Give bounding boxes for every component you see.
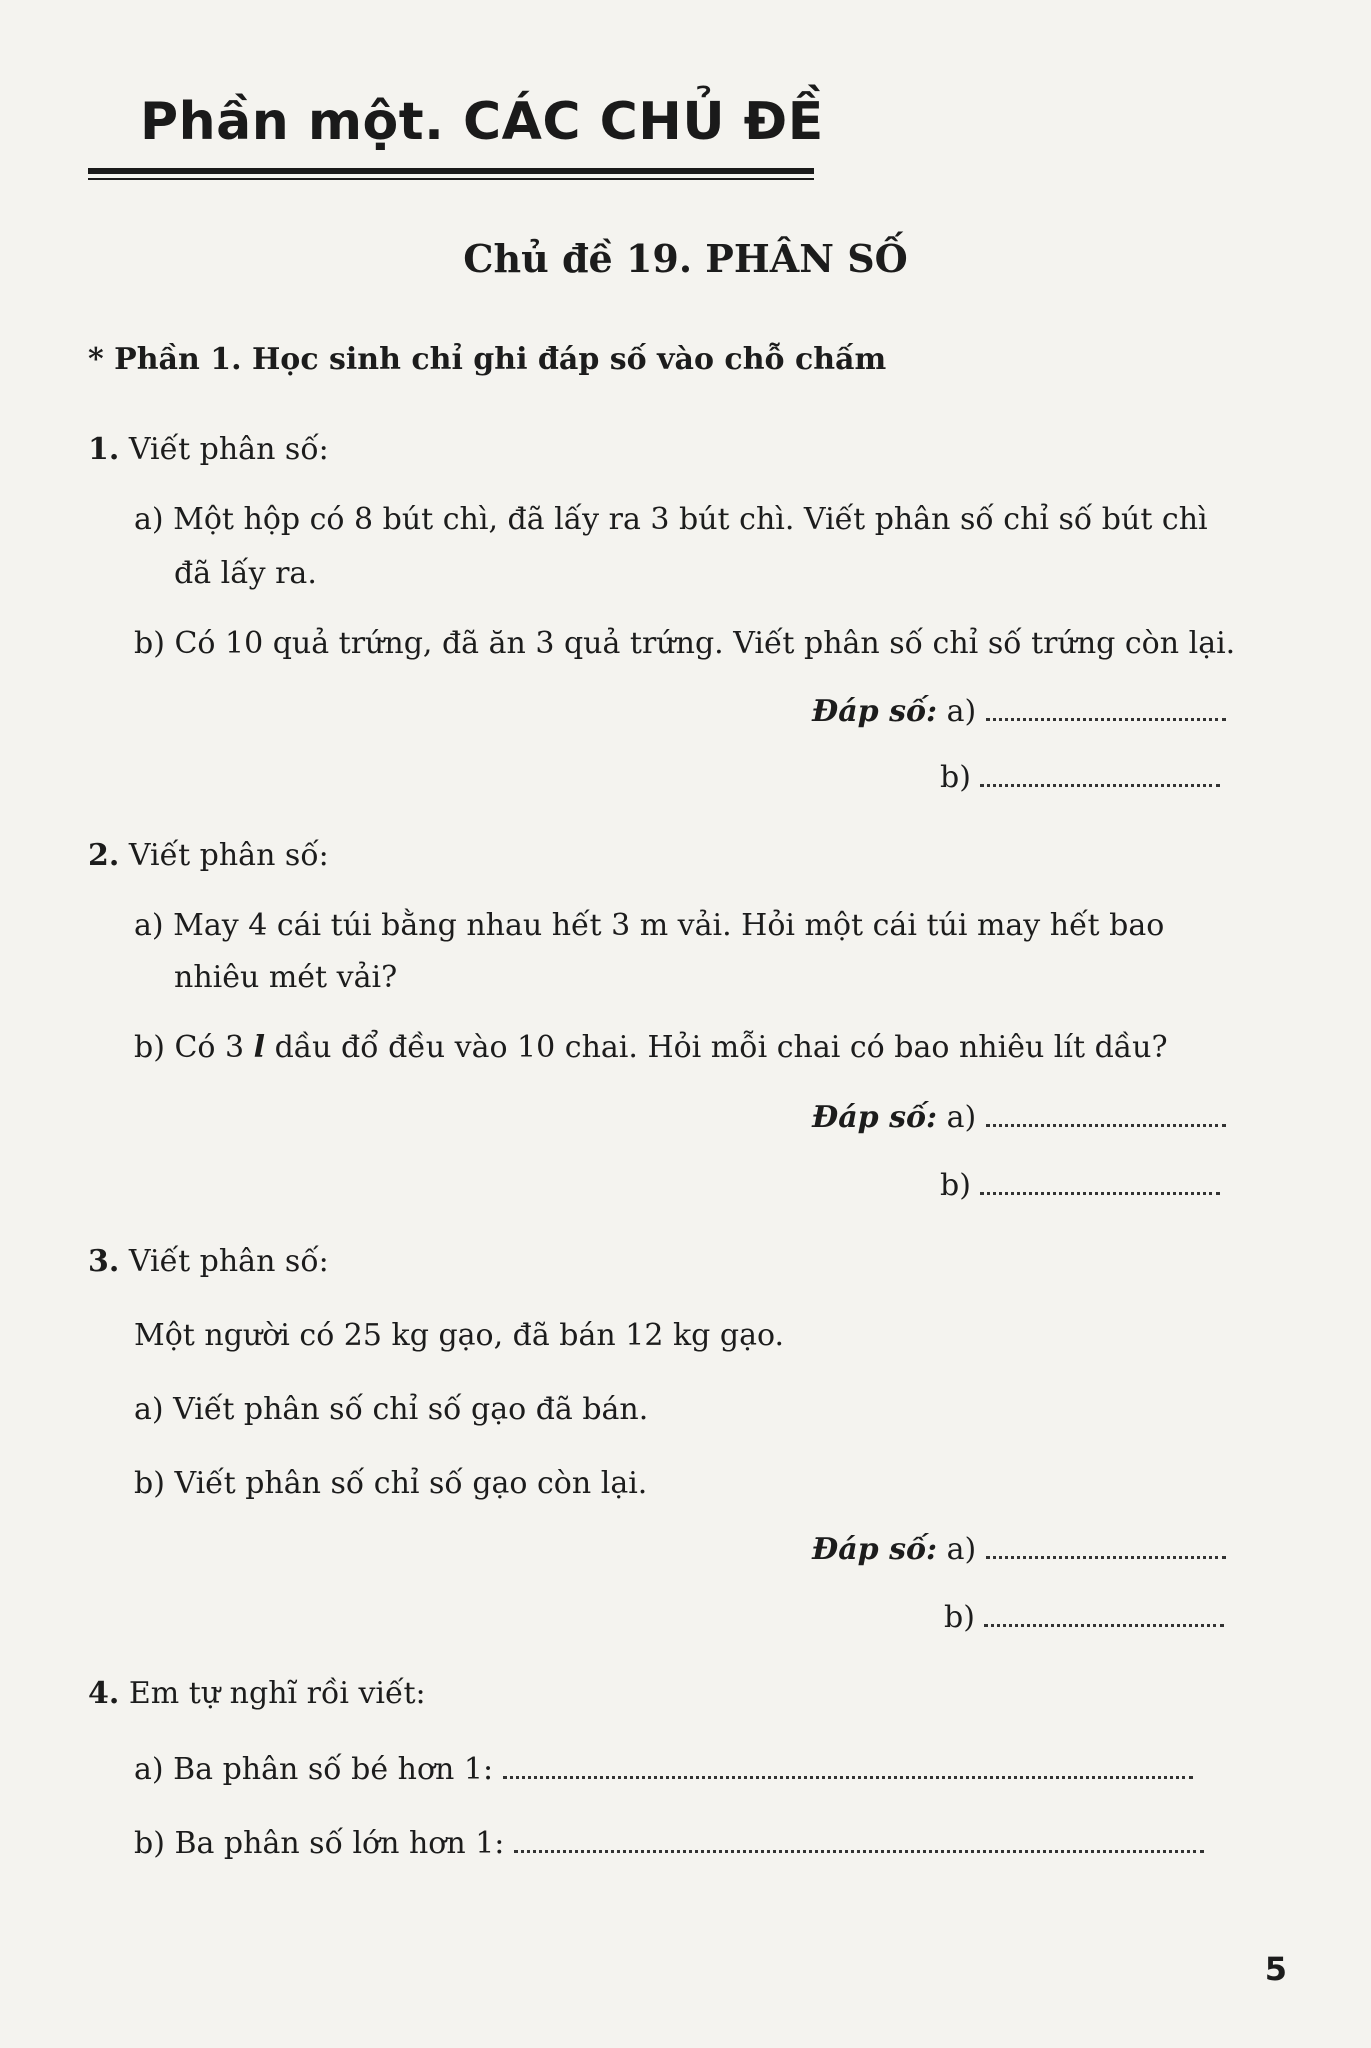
question-title: Viết phân số: bbox=[128, 432, 329, 467]
unit-liter: l bbox=[253, 1030, 266, 1065]
prompt-text: b) Ba phân số lớn hơn 1: bbox=[134, 1826, 505, 1861]
answer-blank[interactable] bbox=[986, 1102, 1226, 1127]
question-1-title bbox=[88, 432, 329, 467]
answer-blank[interactable] bbox=[986, 1534, 1226, 1559]
question-4-part-a bbox=[134, 1752, 1193, 1787]
question-3-intro: Một người có 25 kg gạo, đã bán 12 kg gạo. bbox=[134, 1318, 785, 1353]
answer-blank[interactable] bbox=[984, 1602, 1224, 1627]
question-4-title bbox=[88, 1676, 426, 1711]
answer-label: Đáp số: bbox=[812, 1532, 938, 1567]
answer-blank[interactable] bbox=[980, 1170, 1220, 1195]
answer-blank[interactable] bbox=[986, 696, 1226, 721]
answer-letter: b) bbox=[940, 1168, 971, 1203]
question-2-part-b bbox=[134, 1030, 1168, 1065]
question-3-title bbox=[88, 1244, 329, 1279]
part-title: Phần một. CÁC CHỦ ĐỀ bbox=[140, 92, 824, 152]
question-1-part-a-cont: đã lấy ra. bbox=[174, 556, 317, 591]
question-1-answer-b bbox=[940, 760, 1220, 795]
question-1-answer-a bbox=[812, 694, 1226, 729]
answer-label: Đáp số: bbox=[812, 694, 938, 729]
question-3-answer-a bbox=[812, 1532, 1226, 1567]
part-title-rule bbox=[88, 168, 814, 174]
question-number: 1. bbox=[88, 432, 120, 467]
page-number: 5 bbox=[1264, 1950, 1287, 1988]
answer-blank[interactable] bbox=[980, 762, 1220, 787]
question-3-part-b: b) Viết phân số chỉ số gạo còn lại. bbox=[134, 1466, 648, 1501]
answer-letter: b) bbox=[940, 760, 971, 795]
prompt-text: a) Ba phân số bé hơn 1: bbox=[134, 1752, 494, 1787]
question-2-part-a-cont: nhiêu mét vải? bbox=[174, 960, 398, 995]
question-number: 2. bbox=[88, 838, 120, 873]
question-2-title bbox=[88, 838, 329, 873]
question-2-answer-b bbox=[940, 1168, 1220, 1203]
question-1-part-a: a) Một hộp có 8 bút chì, đã lấy ra 3 bút chì. Viết phân số chỉ số bút chì bbox=[134, 502, 1208, 537]
answer-letter: a) bbox=[946, 694, 977, 729]
text-fragment: b) Có 3 bbox=[134, 1030, 254, 1065]
question-title: Viết phân số: bbox=[128, 838, 329, 873]
question-3-part-a: a) Viết phân số chỉ số gạo đã bán. bbox=[134, 1392, 649, 1427]
answer-blank[interactable] bbox=[503, 1754, 1193, 1779]
answer-letter: a) bbox=[946, 1100, 977, 1135]
section-heading: * Phần 1. Học sinh chỉ ghi đáp số vào chỗ chấm bbox=[88, 342, 887, 377]
question-number: 4. bbox=[88, 1676, 120, 1711]
part-title-rule-thin bbox=[88, 178, 814, 180]
answer-blank[interactable] bbox=[514, 1828, 1204, 1853]
question-title: Em tự nghĩ rồi viết: bbox=[128, 1676, 426, 1711]
text-fragment: dầu đổ đều vào 10 chai. Hỏi mỗi chai có bao nhiêu lít dầu? bbox=[265, 1030, 1168, 1065]
question-2-answer-a bbox=[812, 1100, 1226, 1135]
answer-letter: b) bbox=[944, 1600, 975, 1635]
topic-title: Chủ đề 19. PHÂN SỐ bbox=[463, 236, 908, 281]
question-2-part-a: a) May 4 cái túi bằng nhau hết 3 m vải. Hỏi một cái túi may hết bao bbox=[134, 908, 1165, 943]
answer-letter: a) bbox=[946, 1532, 977, 1567]
answer-label: Đáp số: bbox=[812, 1100, 938, 1135]
question-3-answer-b bbox=[944, 1600, 1224, 1635]
question-title: Viết phân số: bbox=[128, 1244, 329, 1279]
question-number: 3. bbox=[88, 1244, 120, 1279]
question-1-part-b: b) Có 10 quả trứng, đã ăn 3 quả trứng. Viết phân số chỉ số trứng còn lại. bbox=[134, 626, 1236, 661]
question-4-part-b bbox=[134, 1826, 1204, 1861]
